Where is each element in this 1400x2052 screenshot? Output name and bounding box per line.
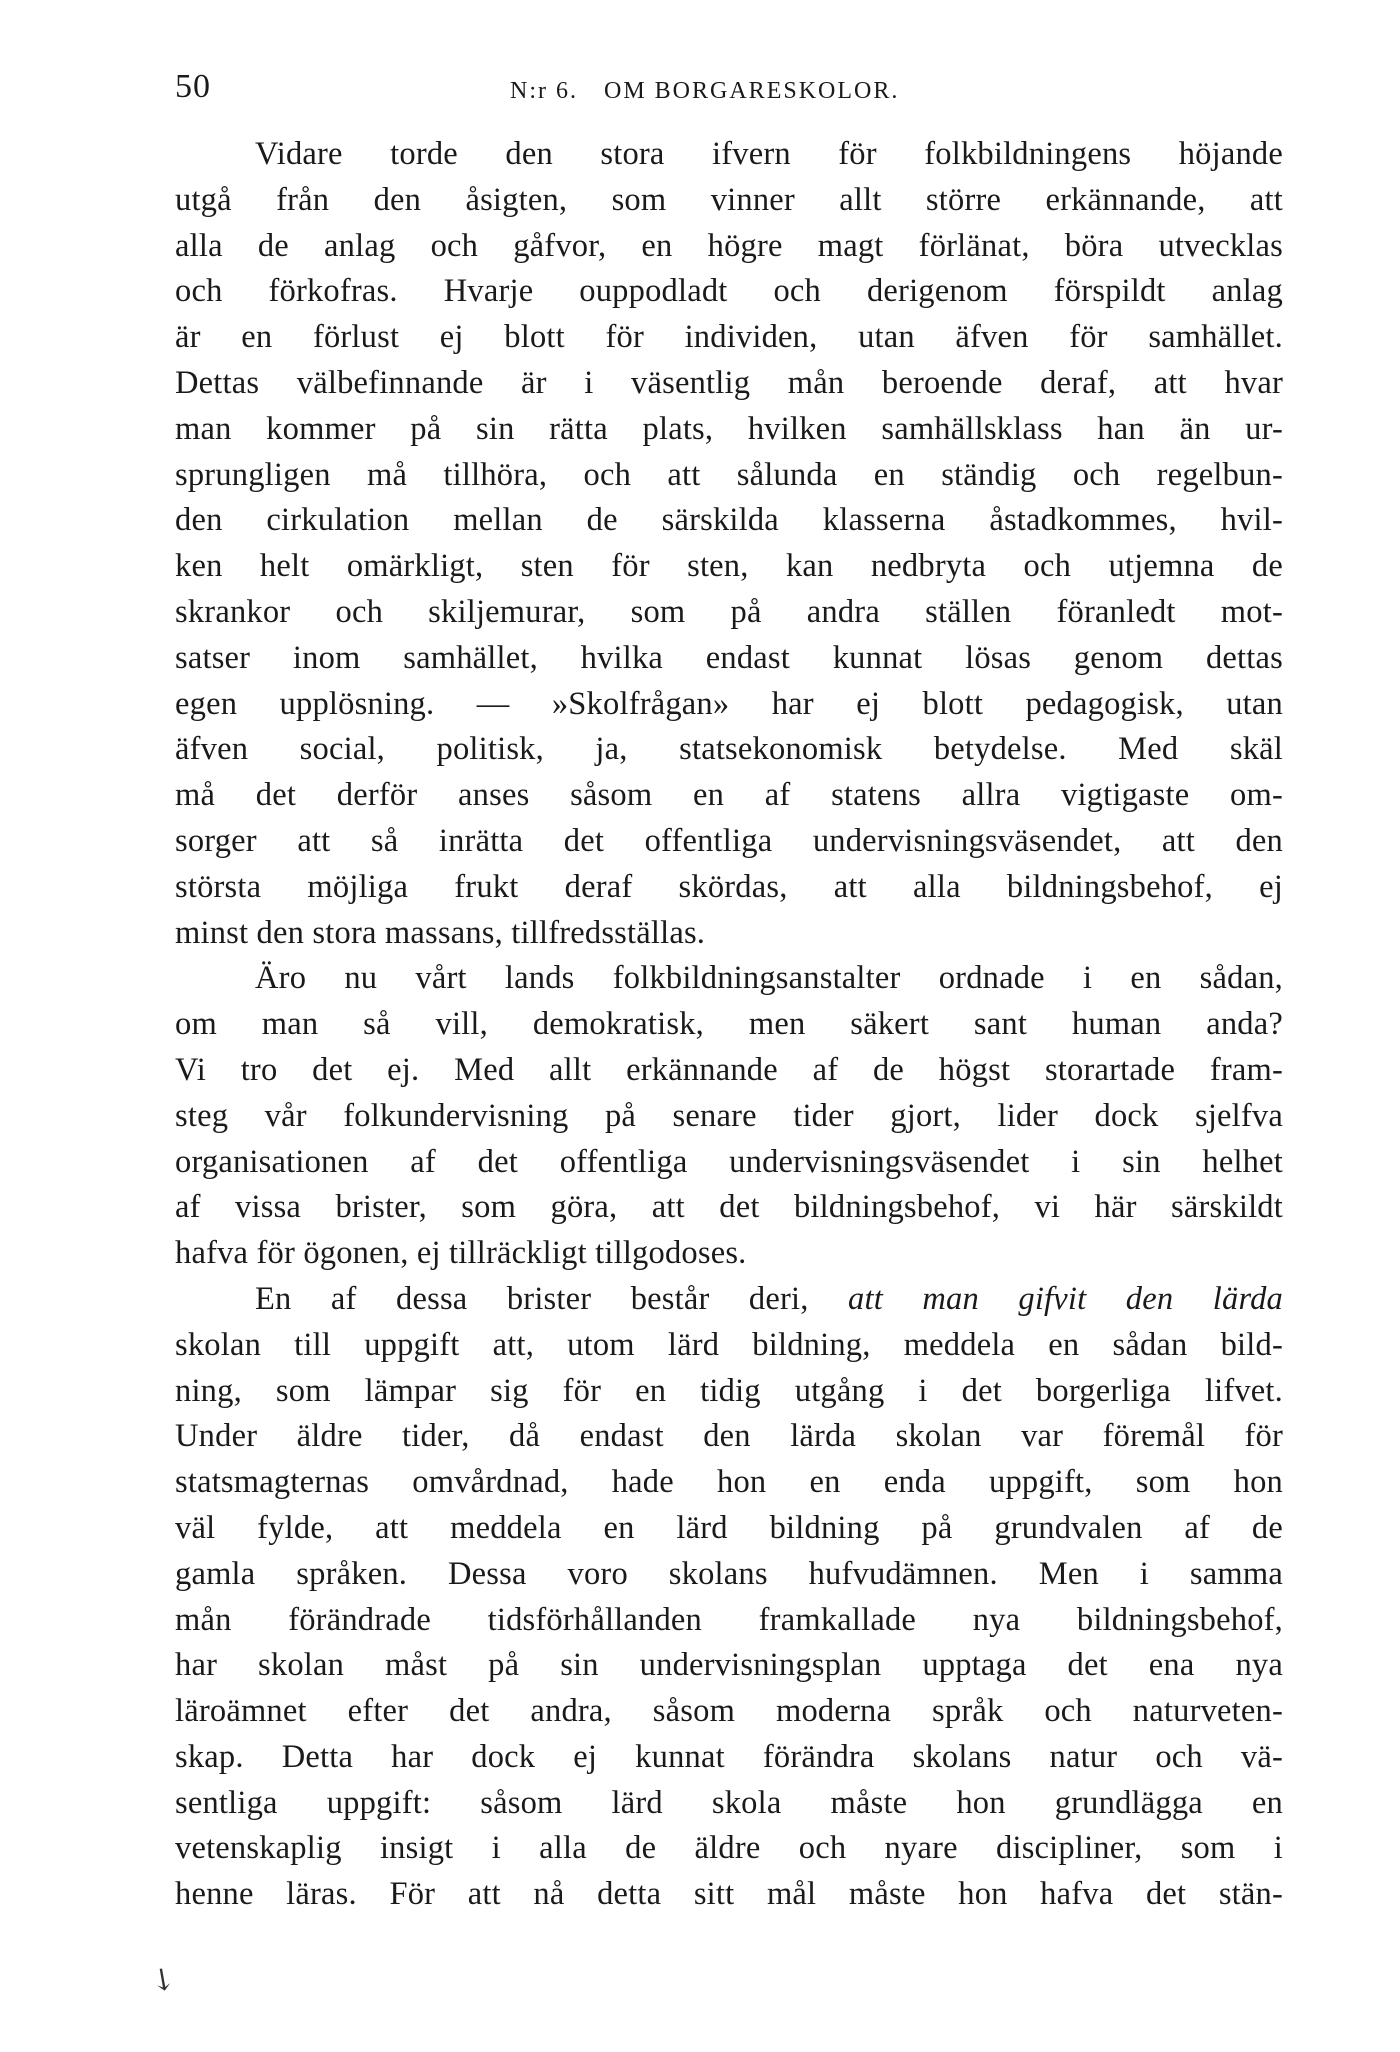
text-line: man kommer på sin rätta plats, hvilken samhällsklass han än ur-: [175, 410, 1283, 447]
text-line: gamla språken. Dessa voro skolans hufvudämnen. Men i samma: [175, 1555, 1283, 1592]
text-line: egen upplösning. — »Skolfrågan» har ej blott pedagogisk, utan: [175, 685, 1283, 722]
text-line: henne läras. För att nå detta sitt mål måste hon hafva det stän-: [175, 1876, 1283, 1913]
text-line: skolan till uppgift att, utom lärd bildning, meddela en sådan bild-: [175, 1326, 1283, 1363]
text-line: alla de anlag och gåfvor, en högre magt förlänat, böra utvecklas: [175, 227, 1283, 264]
text-line: skrankor och skiljemurar, som på andra ställen föranledt mot-: [175, 593, 1283, 630]
text-line: steg vår folkundervisning på senare tider gjort, lider dock sjelfva: [175, 1097, 1283, 1134]
text-line: af vissa brister, som göra, att det bildningsbehof, vi här särskildt: [175, 1189, 1283, 1226]
pencil-mark-icon: ↘: [142, 1958, 183, 2001]
text-line: Vi tro det ej. Med allt erkännande af de högst storartade fram-: [175, 1051, 1283, 1088]
text-line: hafva för ögonen, ej tillräckligt tillgodoses.: [175, 1235, 747, 1272]
italic-run: att man gifvit den lärda: [848, 1280, 1283, 1317]
text-line: vetenskaplig insigt i alla de äldre och nyare discipliner, som i: [175, 1830, 1283, 1867]
page-header: [175, 68, 1285, 118]
text-line: ken helt omärkligt, sten för sten, kan nedbryta och utjemna de: [175, 548, 1283, 585]
text-line: utgå från den åsigten, som vinner allt större erkännande, att: [175, 181, 1283, 218]
text-line: sorger att så inrätta det offentliga undervisningsväsendet, att den: [175, 822, 1283, 859]
body-text: [175, 132, 1283, 1918]
text-line: Vidare torde den stora ifvern för folkbildningens höjande: [255, 136, 1283, 172]
text-line: Äro nu vårt lands folkbildningsanstalter ordnade i en sådan,: [255, 960, 1283, 997]
text-line: och förkofras. Hvarje ouppodladt och derigenom förspildt anlag: [175, 273, 1283, 310]
text-line: har skolan måst på sin undervisningsplan upptaga det ena nya: [175, 1647, 1283, 1684]
paragraph-2: [175, 956, 1283, 1277]
text-line: äfven social, politisk, ja, statsekonomisk betydelse. Med skäl: [175, 731, 1283, 768]
text-line: största möjliga frukt deraf skördas, att alla bildningsbehof, ej: [175, 868, 1283, 905]
text-line: läroämnet efter det andra, såsom moderna språk och naturveten-: [175, 1693, 1283, 1730]
text-line: Dettas välbefinnande är i väsentlig mån beroende deraf, att hvar: [175, 364, 1283, 401]
text-line: är en förlust ej blott för individen, utan äfven för samhället.: [175, 319, 1283, 356]
text-line: [175, 1277, 1283, 1323]
text-line: ning, som lämpar sig för en tidig utgång i det borgerliga lifvet.: [175, 1372, 1283, 1409]
running-head: [510, 78, 899, 105]
issue-number: N:r 6.: [510, 78, 578, 104]
text-line: sentliga uppgift: såsom lärd skola måste hon grundlägga en: [175, 1784, 1283, 1821]
paragraph-3: [175, 1277, 1283, 1918]
text-line: statsmagternas omvårdnad, hade hon en enda uppgift, som hon: [175, 1464, 1283, 1501]
text-run: En af dessa brister består deri,: [255, 1280, 849, 1317]
text-line: satser inom samhället, hvilka endast kunnat lösas genom dettas: [175, 639, 1283, 676]
paragraph-1: [175, 132, 1283, 956]
text-line: väl fylde, att meddela en lärd bildning på grundvalen af de: [175, 1509, 1283, 1546]
page-number: 50: [175, 68, 211, 105]
running-title: OM BORGARESKOLOR.: [604, 78, 900, 104]
text-line: om man så vill, demokratisk, men säkert sant human anda?: [175, 1006, 1283, 1043]
text-line: minst den stora massans, tillfredsställas.: [175, 914, 706, 951]
text-line: skap. Detta har dock ej kunnat förändra skolans natur och vä-: [175, 1738, 1283, 1775]
text-line: Under äldre tider, då endast den lärda skolan var föremål för: [175, 1418, 1283, 1455]
text-line: må det derför anses såsom en af statens allra vigtigaste om-: [175, 777, 1283, 814]
text-line: organisationen af det offentliga undervisningsväsendet i sin helhet: [175, 1143, 1283, 1180]
text-line: mån förändrade tidsförhållanden framkallade nya bildningsbehof,: [175, 1601, 1283, 1638]
text-line: sprungligen må tillhöra, och att sålunda en ständig och regelbun-: [175, 456, 1283, 493]
text-line: den cirkulation mellan de särskilda klasserna åstadkommes, hvil-: [175, 502, 1283, 539]
